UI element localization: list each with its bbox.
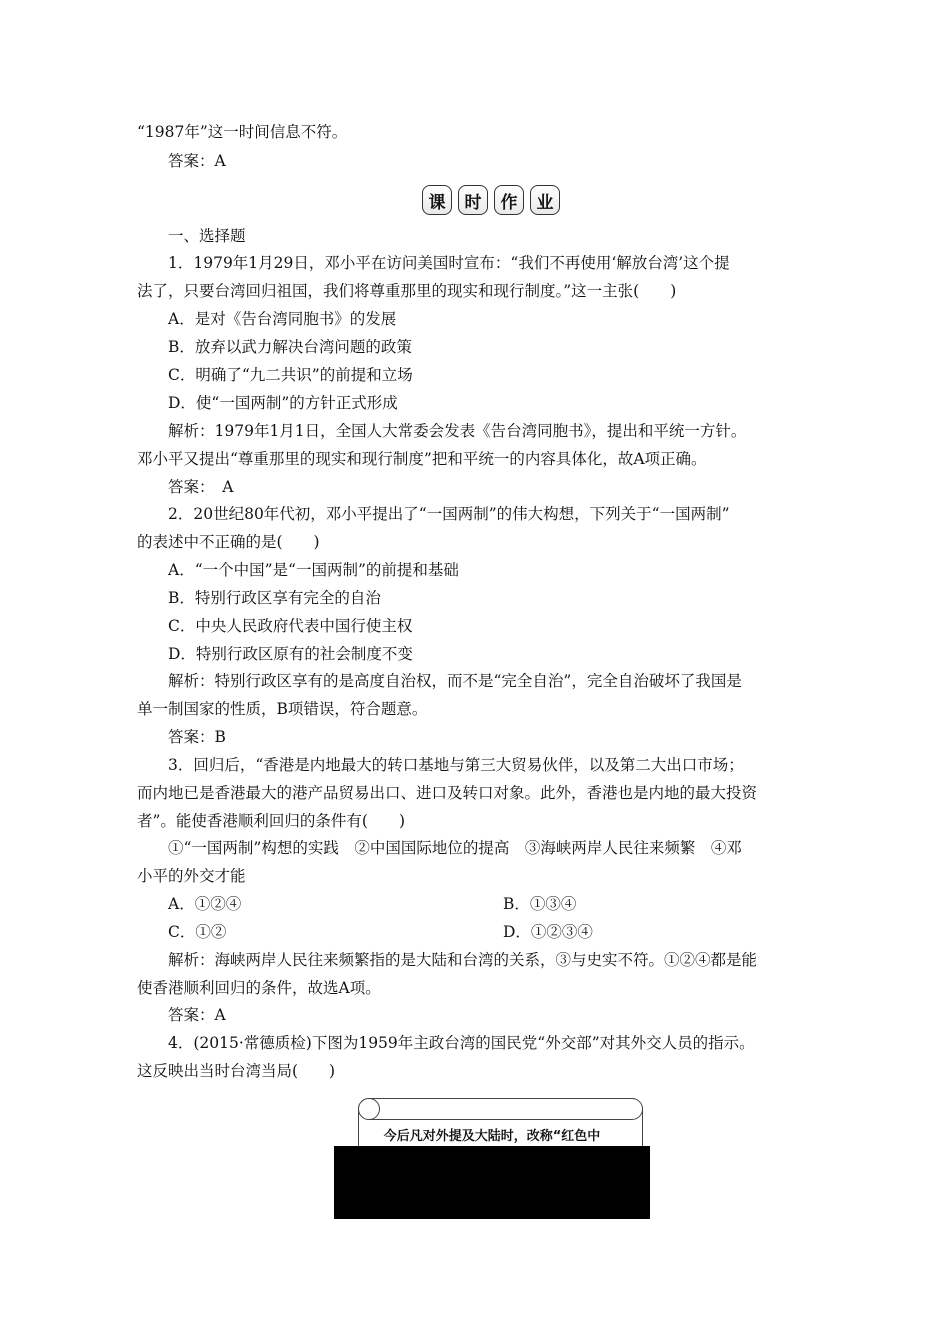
q1-option-d: D．使“一国两制”的方针正式形成 xyxy=(168,394,398,412)
q3-analysis: 解析：海峡两岸人民往来频繁指的是大陆和台湾的关系，③与史实不符。①②④都是能 xyxy=(168,951,758,969)
q3-option-a: A．①②④ xyxy=(168,895,242,913)
scroll-top-roll xyxy=(358,1098,643,1120)
q3-stem: 3．回归后，“香港是内地最大的转口基地与第三大贸易伙伴，以及第二大出口市场； xyxy=(168,756,744,774)
header-char: 业 xyxy=(530,185,560,215)
q1-option-c: C．明确了“九二共识”的前提和立场 xyxy=(168,366,413,384)
header-char: 课 xyxy=(422,185,452,215)
q3-option-c: C．①② xyxy=(168,923,227,941)
q3-answer: 答案：A xyxy=(168,1006,226,1024)
q1-stem-cont: 法了，只要台湾回归祖国，我们将尊重那里的现实和现行制度。”这一主张( ) xyxy=(137,282,677,300)
q2-option-a: A．“一个中国”是“一国两制”的前提和基础 xyxy=(168,561,459,579)
q3-stem-cont: 而内地已是香港最大的港产品贸易出口、进口及转口对象。此外，香港也是内地的最大投资 xyxy=(137,784,758,802)
figure-redacted-area xyxy=(334,1146,650,1219)
section-header-homework xyxy=(422,183,560,217)
q3-items-cont: 小平的外交才能 xyxy=(137,867,246,885)
q1-option-a: A．是对《告台湾同胞书》的发展 xyxy=(168,310,397,328)
scroll-curl-icon xyxy=(358,1098,380,1120)
q1-analysis-cont: 邓小平又提出“尊重那里的现实和现行制度”把和平统一的内容具体化，故A项正确。 xyxy=(137,450,707,468)
q2-option-c: C．中央人民政府代表中国行使主权 xyxy=(168,617,413,635)
q3-analysis-cont: 使香港顺利回归的条件，故选A项。 xyxy=(137,979,381,997)
intro-answer: 答案：A xyxy=(168,152,226,170)
q2-analysis: 解析：特别行政区享有的是高度自治权，而不是“完全自治”，完全自治破坏了我国是 xyxy=(168,672,742,690)
q2-option-b: B．特别行政区享有完全的自治 xyxy=(168,589,381,607)
q4-stem: 4．(2015·常德质检)下图为1959年主政台湾的国民党“外交部”对其外交人员的指示。 xyxy=(168,1034,755,1052)
q4-figure-scroll xyxy=(334,1095,650,1219)
q3-stem-cont2: 者”。能使香港顺利回归的条件有( ) xyxy=(137,812,406,830)
q2-option-d: D．特别行政区原有的社会制度不变 xyxy=(168,645,413,663)
q2-analysis-cont: 单一制国家的性质，B项错误，符合题意。 xyxy=(137,700,428,718)
q1-option-b: B．放弃以武力解决台湾问题的政策 xyxy=(168,338,412,356)
q2-stem-cont: 的表述中不正确的是( ) xyxy=(137,533,320,551)
header-char: 时 xyxy=(458,185,488,215)
section-title: 一、选择题 xyxy=(168,227,246,245)
q1-stem: 1．1979年1月29日，邓小平在访问美国时宣布：“我们不再使用‘解放台湾’这个提 xyxy=(168,254,730,272)
q3-option-b: B．①③④ xyxy=(503,895,577,913)
header-char: 作 xyxy=(494,185,524,215)
q3-items: ①“一国两制”构想的实践 ②中国国际地位的提高 ③海峡两岸人民往来频繁 ④邓 xyxy=(168,839,742,857)
q3-option-d: D．①②③④ xyxy=(503,923,593,941)
q1-analysis: 解析：1979年1月1日，全国人大常委会发表《告台湾同胞书》，提出和平统一方针。 xyxy=(168,422,747,440)
q2-answer: 答案：B xyxy=(168,728,226,746)
q4-stem-cont: 这反映出当时台湾当局( ) xyxy=(137,1062,336,1080)
q2-stem: 2．20世纪80年代初，邓小平提出了“一国两制”的伟大构想，下列关于“一国两制” xyxy=(168,505,730,523)
scroll-text: 今后凡对外提及大陆时，改称“红色中 xyxy=(383,1129,601,1144)
q1-answer: 答案： A xyxy=(168,478,234,496)
intro-text: “1987年”这一时间信息不符。 xyxy=(137,123,348,141)
